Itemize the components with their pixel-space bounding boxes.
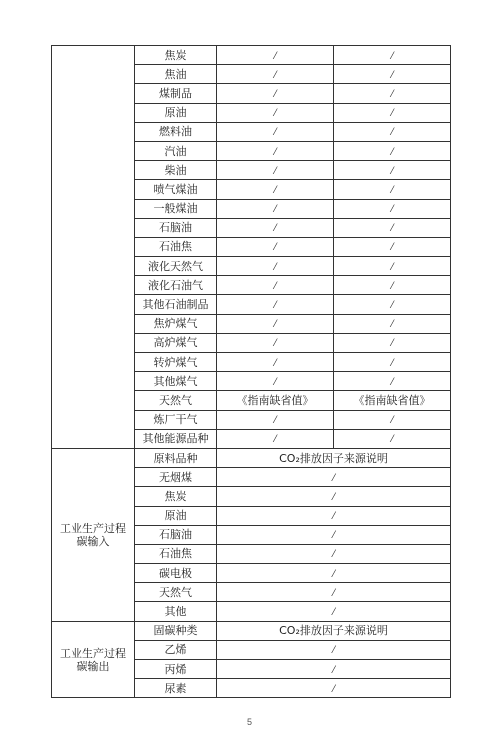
fuel-name-cell: 燃料油 [135,122,217,141]
value-cell: / [217,602,451,621]
value-cell: / [217,410,334,429]
fuel-name-cell: 石油焦 [135,237,217,256]
category-cell-fuel [52,46,135,449]
fuel-name-cell: 其他石油制品 [135,295,217,314]
value-cell: / [217,660,451,679]
value-cell: / [334,199,451,218]
value-cell: / [217,487,451,506]
value-cell: / [334,410,451,429]
value-cell: / [334,295,451,314]
fuel-name-cell: 液化天然气 [135,257,217,276]
fuel-name-cell: 炼厂干气 [135,410,217,429]
value-cell: 《指南缺省值》 [217,391,334,410]
page-number: 5 [246,717,252,727]
value-cell: / [217,65,334,84]
value-cell: / [217,525,451,544]
value-cell: / [334,84,451,103]
value-cell: / [217,122,334,141]
value-cell: / [334,218,451,237]
fuel-name-cell: 煤制品 [135,84,217,103]
fuel-name-cell: 其他能源品种 [135,429,217,448]
fuel-name-cell: 柴油 [135,161,217,180]
emission-factor-table [51,45,451,698]
value-cell: / [217,640,451,659]
value-cell: / [334,46,451,65]
value-cell: / [217,372,334,391]
fuel-name-cell: 焦油 [135,65,217,84]
material-name-cell: 焦炭 [135,487,217,506]
value-cell: / [217,295,334,314]
table-body [52,46,451,698]
value-cell: / [334,353,451,372]
value-cell: / [334,372,451,391]
fuel-name-cell: 喷气煤油 [135,180,217,199]
value-cell: / [217,257,334,276]
fuel-name-cell: 一般煤油 [135,199,217,218]
value-cell: / [217,180,334,199]
value-cell: / [217,46,334,65]
value-cell: / [334,257,451,276]
section-header-name: 原料品种 [135,448,217,467]
table-row [52,46,451,65]
value-cell: / [217,506,451,525]
category-line-1: 工业生产过程 [60,646,126,660]
material-name-cell: 石油焦 [135,544,217,563]
category-line-1: 工业生产过程 [60,521,126,535]
section-header-name: 固碳种类 [135,621,217,640]
value-cell: / [217,564,451,583]
material-name-cell: 其他 [135,602,217,621]
section-header-row [52,621,451,640]
material-name-cell: 碳电极 [135,564,217,583]
value-cell: / [217,103,334,122]
category-line-2: 碳输入 [76,534,110,548]
value-cell: / [217,276,334,295]
value-cell: 《指南缺省值》 [334,391,451,410]
value-cell: / [217,218,334,237]
value-cell: / [334,276,451,295]
material-name-cell: 无烟煤 [135,468,217,487]
category-cell-carbon-output [52,621,135,698]
value-cell: / [217,333,334,352]
value-cell: / [217,237,334,256]
material-name-cell: 尿素 [135,679,217,698]
category-cell-carbon-input [52,448,135,621]
value-cell: / [217,84,334,103]
value-cell: / [217,353,334,372]
value-cell: / [217,199,334,218]
value-cell: / [334,333,451,352]
fuel-name-cell: 焦炉煤气 [135,314,217,333]
fuel-name-cell: 焦炭 [135,46,217,65]
fuel-name-cell: 高炉煤气 [135,333,217,352]
material-name-cell: 石脑油 [135,525,217,544]
value-cell: / [217,679,451,698]
category-line-2: 碳输出 [76,659,110,673]
value-cell: / [334,103,451,122]
value-cell: / [217,141,334,160]
fuel-name-cell: 原油 [135,103,217,122]
fuel-name-cell: 天然气 [135,391,217,410]
value-cell: / [334,237,451,256]
value-cell: / [334,65,451,84]
fuel-name-cell: 液化石油气 [135,276,217,295]
value-cell: / [217,314,334,333]
fuel-name-cell: 其他煤气 [135,372,217,391]
fuel-name-cell: 汽油 [135,141,217,160]
value-cell: / [334,161,451,180]
material-name-cell: 丙烯 [135,660,217,679]
fuel-name-cell: 转炉煤气 [135,353,217,372]
material-name-cell: 天然气 [135,583,217,602]
material-name-cell: 原油 [135,506,217,525]
material-name-cell: 乙烯 [135,640,217,659]
section-header-description: CO₂排放因子来源说明 [217,621,451,640]
fuel-name-cell: 石脑油 [135,218,217,237]
value-cell: / [217,161,334,180]
value-cell: / [334,429,451,448]
value-cell: / [217,583,451,602]
value-cell: / [217,544,451,563]
section-header-row [52,448,451,467]
value-cell: / [334,122,451,141]
value-cell: / [334,314,451,333]
section-header-description: CO₂排放因子来源说明 [217,448,451,467]
value-cell: / [334,180,451,199]
value-cell: / [217,468,451,487]
value-cell: / [217,429,334,448]
value-cell: / [334,141,451,160]
